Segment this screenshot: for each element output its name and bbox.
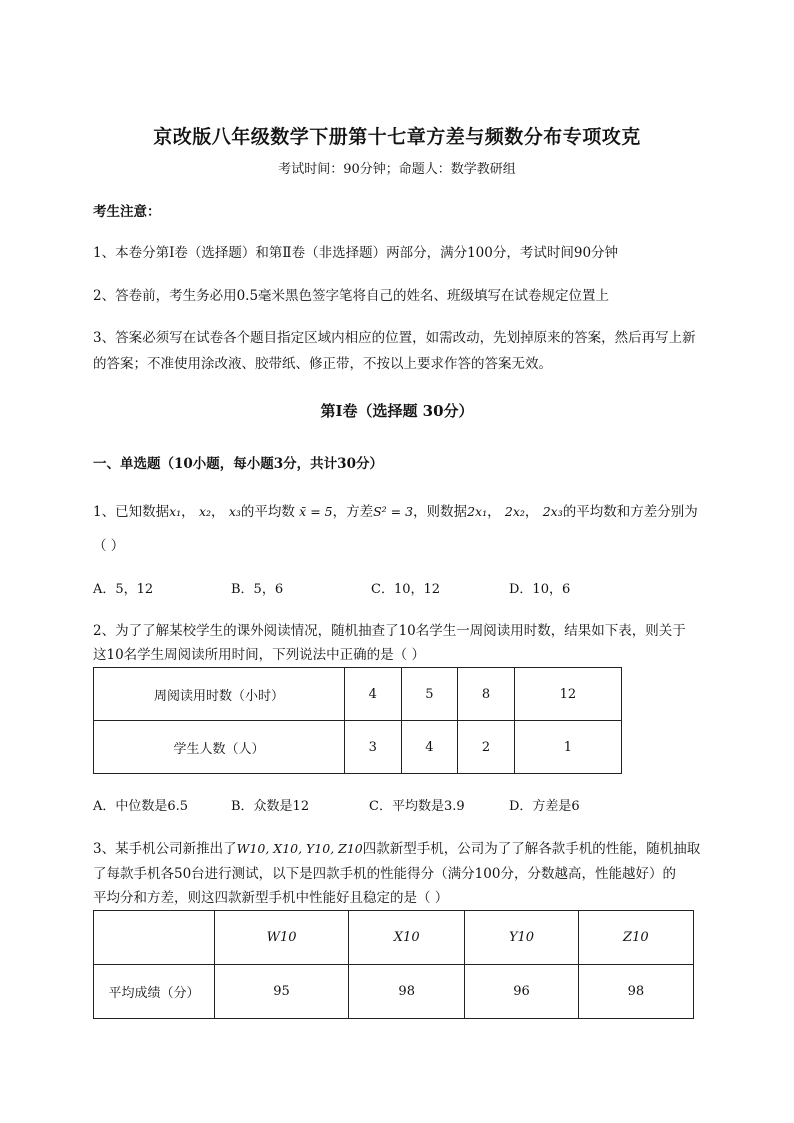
- q1-answer-blank: （ ）: [93, 538, 125, 554]
- notice-item: 3、答案必须写在试卷各个题目指定区域内相应的位置，如需改动，先划掉原来的答案，然后再写上新: [93, 330, 696, 346]
- choice-c[interactable]: C．平均数是3.9: [369, 799, 465, 814]
- page-title: 京改版八年级数学下册第十七章方差与频数分布专项攻克: [153, 126, 641, 148]
- q3-line1-b: 四款新型手机，公司为了了解各款手机的性能，随机抽取: [362, 841, 701, 857]
- table-header: Y10: [465, 911, 578, 965]
- q1-mid1: 的平均数: [240, 504, 295, 520]
- question-1-text: 1、已知数据x₁， x₂， x₃的平均数 x̄ = 5，方差S² = 3，则数据2x₁， 2x₂， 2x₃的平均数和方差分别为: [93, 504, 698, 520]
- q1-prefix: 1、已知数据: [93, 504, 170, 520]
- q1-y1: 2x₁: [467, 504, 488, 519]
- table-corner-cell: [94, 911, 215, 965]
- choice-d[interactable]: D．方差是6: [509, 799, 580, 814]
- table-header-row: [94, 911, 694, 965]
- q1-mid2: ，方差: [332, 504, 374, 520]
- table-cell: 8: [458, 668, 515, 721]
- q1-y2: 2x₂: [504, 504, 525, 519]
- exam-info: 考试时间：90分钟；命题人：数学教研组: [278, 162, 516, 177]
- part-heading: 一、单选题（10小题，每小题3分，共计30分）: [93, 456, 383, 472]
- phone-score-table: [93, 910, 694, 1019]
- q1-x3: x₃: [228, 504, 241, 519]
- question-3-line: 了每款手机各50台进行测试，以下是四款手机的性能得分（满分100分，分数越高，性能越好）的: [93, 866, 676, 882]
- table-row: [94, 668, 622, 721]
- notice-item: 2、答卷前，考生务必用0.5毫米黑色签字笔将自己的姓名、班级填写在试卷规定位置上: [93, 288, 610, 304]
- question-3-line: 平均分和方差，则这四款新型手机中性能好且稳定的是（ ）: [93, 890, 449, 906]
- section-title: 第I卷（选择题 30分）: [320, 402, 474, 420]
- table-cell: 1: [514, 721, 621, 774]
- q1-mid3: ，则数据: [413, 504, 468, 520]
- table-cell: 98: [349, 965, 465, 1019]
- q2-choices: [93, 795, 580, 814]
- table-cell: 4: [401, 721, 458, 774]
- question-2-line: 这10名学生周阅读所用时间，下列说法中正确的是（ ）: [93, 647, 425, 663]
- table-cell: 95: [215, 965, 349, 1019]
- q1-mean: x̄ = 5: [299, 504, 333, 519]
- table-row: [94, 965, 694, 1019]
- choice-b[interactable]: B．众数是12: [231, 799, 310, 814]
- table-row-label: 学生人数（人）: [94, 721, 345, 774]
- table-header: W10: [215, 911, 349, 965]
- choice-a[interactable]: A．中位数是6.5: [93, 799, 189, 814]
- q1-x2: x₂: [198, 504, 212, 519]
- notice-heading: 考生注意：: [93, 204, 161, 220]
- choice-c[interactable]: C．10，12: [371, 582, 441, 597]
- q3-models: W10, X10, Y10, Z10: [236, 841, 363, 856]
- table-row-label: 周阅读用时数（小时）: [94, 668, 345, 721]
- q1-x1: x₁: [169, 504, 182, 519]
- table-header: X10: [349, 911, 465, 965]
- reading-time-table: [93, 667, 622, 774]
- choice-a[interactable]: A．5，12: [93, 582, 154, 597]
- table-cell: 4: [345, 668, 402, 721]
- q1-variance: S² = 3: [373, 504, 414, 519]
- table-header: Z10: [578, 911, 693, 965]
- choice-d[interactable]: D．10，6: [509, 582, 571, 597]
- question-2-line: 2、为了了解某校学生的课外阅读情况，随机抽查了10名学生一周阅读用时数，结果如下表，则关于: [93, 623, 686, 639]
- question-3-line: [93, 837, 700, 857]
- q3-line1-a: 3、某手机公司新推出了: [93, 841, 237, 857]
- table-cell: 3: [345, 721, 402, 774]
- q1-suffix: 的平均数和方差分别为: [562, 504, 698, 520]
- table-cell: 5: [401, 668, 458, 721]
- table-cell: 2: [458, 721, 515, 774]
- q1-y3: 2x₃: [542, 504, 563, 519]
- table-cell: 12: [514, 668, 621, 721]
- table-cell: 98: [578, 965, 693, 1019]
- q1-choices: [93, 578, 570, 597]
- table-row: [94, 721, 622, 774]
- table-row-label: 平均成绩（分）: [94, 965, 215, 1019]
- table-cell: 96: [465, 965, 578, 1019]
- notice-item: 的答案；不准使用涂改液、胶带纸、修正带，不按以上要求作答的答案无效。: [93, 356, 552, 372]
- choice-b[interactable]: B．5，6: [231, 582, 284, 597]
- notice-item: 1、本卷分第I卷（选择题）和第Ⅱ卷（非选择题）两部分，满分100分，考试时间90分钟: [93, 245, 619, 261]
